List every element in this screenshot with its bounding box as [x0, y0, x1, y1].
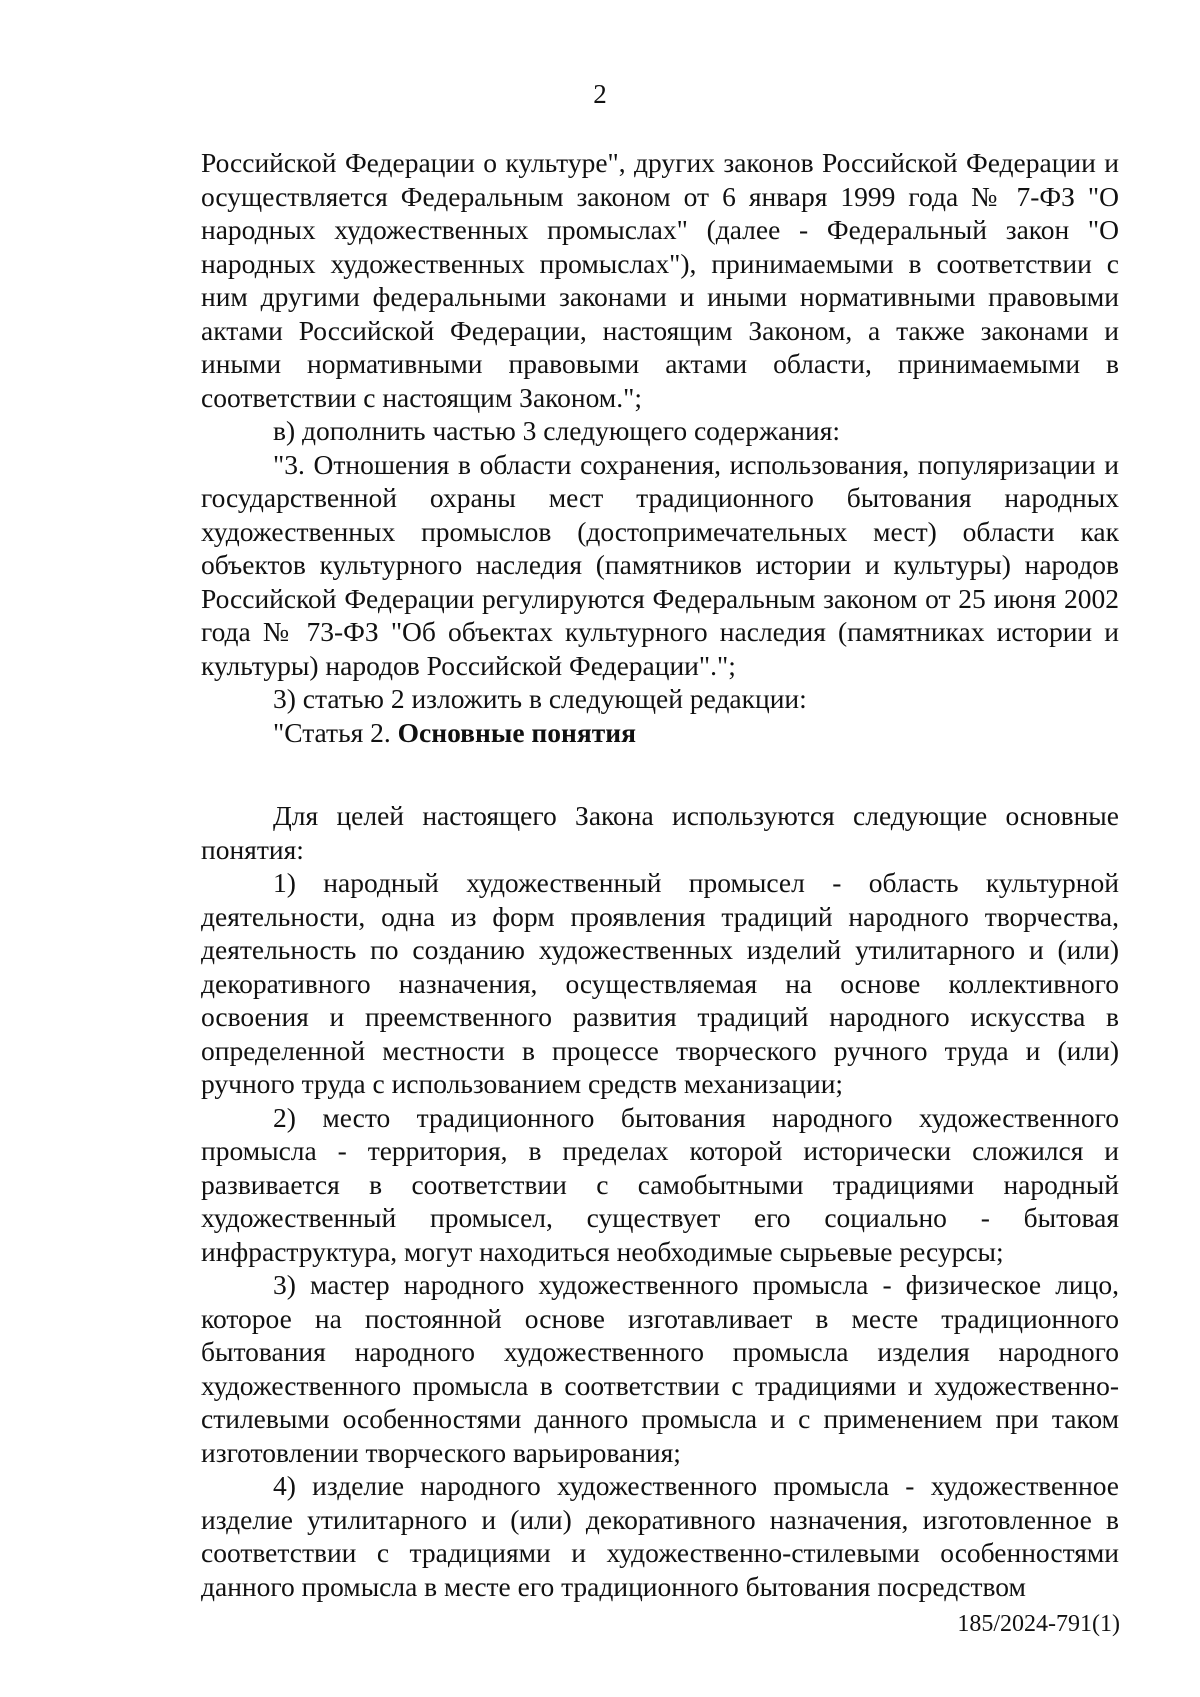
article-heading-prefix: "Статья 2. — [273, 716, 398, 748]
paragraph-definition-2: 2) место традиционного бытования народного художественного промысла - территория, в пределах которой исторически сложился и развивается в соответствии с самобытными традициями народный художественный промысел, существует его социально - бытовая инфраструктура, могут находиться необходимые сырьевые ресурсы; — [201, 1101, 1119, 1267]
page-number: 2 — [593, 79, 607, 109]
paragraph-definition-3: 3) мастер народного художественного промысла - физическое лицо, которое на постоянной основе изготавливает в месте традиционного бытования народного художественного промысла изделия народного художественного промысла в соответствии с традициями и художественно-стилевыми особенностями данного промысла и с применением при таком изготовлении творческого варьирования; — [201, 1269, 1119, 1468]
article-heading — [201, 716, 1119, 750]
paragraph-amendment-v: в) дополнить частью 3 следующего содержания: — [273, 415, 840, 446]
document-body — [201, 146, 1119, 1603]
paragraph-continuation: Российской Федерации о культуре", других законов Российской Федерации и осуществляется Федеральным законом от 6 января 1999 года № 7-ФЗ "О народных художественных промыслах" (далее - Федеральный закон "О народных художественных промыслах"), принимаемыми в соответствии с ним другими федеральными законами и иными нормативными правовыми актами Российской Федерации, настоящим Законом, а также законами и иными нормативными правовыми актами области, принимаемыми в соответствии с настоящим Законом."; — [201, 147, 1119, 413]
paragraph-definition-1: 1) народный художественный промысел - область культурной деятельности, одна из форм проявления традиций народного творчества, деятельность по созданию художественных изделий утилитарного и (или) декоративного назначения, осуществляемая на основе коллективного освоения и преемственного развития традиций народного искусства в определенной местности в процессе творческого ручного труда и (или) ручного труда с использованием средств механизации; — [201, 867, 1119, 1099]
heading-spacer — [201, 749, 1119, 799]
document-code: 185/2024-791(1) — [957, 1611, 1120, 1637]
article-heading-title: Основные понятия — [397, 716, 636, 748]
paragraph-amendment-3: 3) статью 2 изложить в следующей редакции: — [273, 683, 807, 714]
paragraph-definitions-intro: Для целей настоящего Закона используются следующие основные понятия: — [201, 800, 1119, 865]
paragraph-part-3: "3. Отношения в области сохранения, использования, популяризации и государственной охраны мест традиционного бытования народных художественных промыслов (достопримечательных мест) области как объектов культурного наследия (памятников истории и культуры) народов Российской Федерации регулируются Федеральным законом от 25 июня 2002 года № 73-ФЗ "Об объектах культурного наследия (памятниках истории и культуры) народов Российской Федерации"."; — [201, 448, 1119, 681]
paragraph-definition-4: 4) изделие народного художественного промысла - художественное изделие утилитарного и (или) декоративного назначения, изготовленное в соответствии с традициями и художественно-стилевыми особенностями данного промысла в месте его традиционного бытования посредством — [201, 1470, 1119, 1602]
